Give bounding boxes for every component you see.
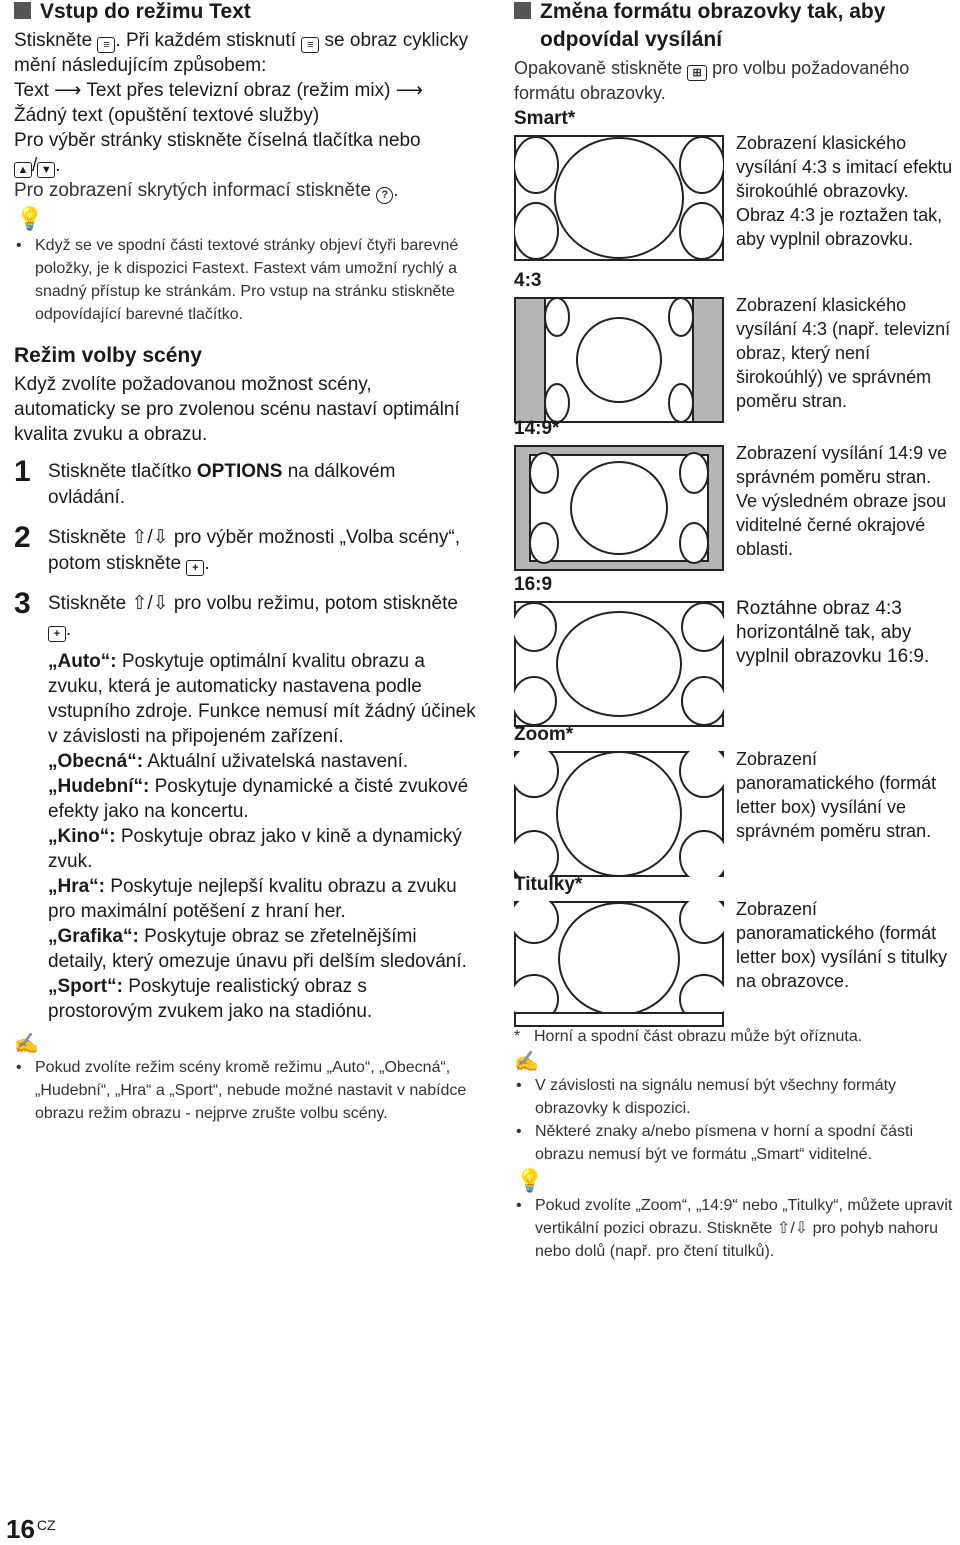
footnote: * Horní a spodní část obrazu může být oříznuta. [514, 1028, 863, 1045]
up-down-arrow-icon: ⇧/⇩ [131, 527, 169, 548]
mode-hudebni: „Hudební“: Poskytuje dynamické a čisté zvukové efekty jako na koncertu. [48, 776, 469, 822]
lightbulb-icon: 💡 [516, 1168, 544, 1193]
scene-mode-intro: Když zvolíte požadovanou možnost scény, automaticky se pro zvolenou scénu nastaví optimální kvalita zvuku a obrazu. [14, 374, 460, 445]
arrow-right-icon: ⟶ [54, 80, 82, 101]
tip-item: • Pokud zvolíte „Zoom“, „14:9“ nebo „Titulky“, můžete upravit vertikální pozici obrazu. Stiskněte ⇧/⇩ pro pohyb nahoru nebo dolů (např. pro čtení titulků). [514, 1194, 954, 1263]
page-up-icon: ▲ [14, 162, 32, 178]
hidden-info-text: Pro zobrazení skrytých informací stiskněte ? . [14, 178, 476, 204]
format-label-smart: Smart* [514, 108, 576, 129]
section-marker [14, 2, 31, 19]
screen-format-intro: Opakovaně stiskněte ⊞ pro volbu požadovaného formátu obrazovky. [514, 58, 910, 103]
lightbulb-icon: 💡 [16, 206, 44, 231]
format-desc-zoom: Zobrazení panoramatického (formát letter box) vysílání ve správném poměru stran. [736, 749, 937, 841]
tip-list [14, 234, 476, 326]
left-column [14, 0, 476, 1125]
pencil-icon: ✍ [514, 1051, 539, 1073]
scene-mode-list [48, 649, 476, 1024]
format-diagram-smart [514, 135, 724, 261]
enter-icon: + [48, 626, 66, 642]
up-down-arrow-icon: ⇧/⇩ [131, 593, 169, 614]
section-title-text-mode: Vstup do režimu Text [14, 0, 476, 26]
format-diagram-zoom [514, 751, 724, 877]
mode-auto: „Auto“: Poskytuje optimální kvalitu obrazu a zvuku, která je automaticky nastavena podle vstupního zdroje. Funkce nemusí mít žádný účinek v závislosti na připojeném zařízení. [48, 651, 476, 747]
mode-hra: „Hra“: Poskytuje nejlepší kvalitu obrazu a zvuku pro maximální potěšení z hraní her. [48, 876, 457, 922]
pencil-icon: ✍ [14, 1033, 39, 1055]
format-label-16-9: 16:9 [514, 574, 553, 595]
format-label-4-3: 4:3 [514, 270, 542, 291]
tip-item: • Když se ve spodní části textové stránky objeví čtyři barevné položky, je k dispozici Fastext. Fastext vám umožní rychlý a snadný přístup ke stránkám. Pro vstup na stránku stiskněte odpovídající barevné tlačítko. [14, 234, 476, 326]
note-item: • Pokud zvolíte režim scény kromě režimu „Auto“, „Obecná“, „Hudební“, „Hra“ a „Sport“, nebude možné nastavit v nabídce obrazu režim obrazu - nejprve zrušte volbu scény. [14, 1056, 476, 1125]
format-label-subtitles: Titulky* [514, 874, 583, 895]
text-mode-intro: Stiskněte ≡ . Při každém stisknutí ≡ se obraz cyklicky mění následujícím způsobem: Text ⟶ Text přes televizní obraz (režim mix) ⟶ Žádný text (opuštění textové služby) Pro výběr stránky stiskněte číselná tlačítka nebo ▲ / ▼ . [14, 30, 469, 176]
format-diagram-4-3 [514, 297, 724, 423]
note-item: • Některé znaky a/nebo písmena v horní a spodní části obrazu nemusí být ve formátu „Smart“ viditelné. [514, 1120, 954, 1166]
scene-mode-title: Režim volby scény [14, 344, 202, 367]
reveal-icon: ? [376, 187, 393, 204]
step-2: 2 Stiskněte ⇧/⇩ pro výběr možnosti „Volba scény“, potom stiskněte + . [14, 521, 461, 574]
mode-obecna: „Obecná“: Aktuální uživatelská nastavení. [48, 751, 409, 772]
step-1: 1 Stiskněte tlačítko OPTIONS na dálkovém ovládání. [14, 455, 396, 508]
section-title-screen-format: Změna formátu obrazovky tak, aby odpovídal vysílání [514, 0, 954, 54]
text-button-icon: ≡ [301, 37, 319, 53]
note-item: • V závislosti na signálu nemusí být všechny formáty obrazovky k dispozici. [514, 1074, 954, 1120]
format-desc-smart: Zobrazení klasického vysílání 4:3 s imitací efektu širokoúhlé obrazovky. Obraz 4:3 je roztažen tak, aby vyplnil obrazovku. [736, 133, 953, 249]
note-list [14, 1056, 476, 1125]
format-label-14-9: 14:9* [514, 418, 560, 439]
up-down-arrow-icon: ⇧/⇩ [776, 1220, 809, 1237]
format-diagram-14-9 [514, 445, 724, 571]
section-marker [514, 2, 531, 19]
arrow-right-icon: ⟶ [395, 80, 423, 101]
page-number: 16 $^{CZ}$ [6, 1514, 56, 1544]
format-label-zoom: Zoom* [514, 724, 574, 745]
format-note-list [514, 1074, 954, 1166]
format-desc-16-9: Roztáhne obraz 4:3 horizontálně tak, aby vyplnil obrazovku 16:9. [736, 598, 930, 667]
format-diagram-16-9 [514, 601, 724, 727]
enter-icon: + [186, 560, 204, 576]
step-3: 3 Stiskněte ⇧/⇩ pro volbu režimu, potom stiskněte + . [14, 587, 458, 640]
right-column [514, 0, 954, 1263]
mode-grafika: „Grafika“: Poskytuje obraz se zřetelnějšími detaily, který omezuje únavu při delším sledování. [48, 926, 467, 972]
format-diagram-subtitles [514, 901, 724, 1027]
wide-mode-icon: ⊞ [687, 65, 707, 81]
mode-sport: „Sport“: Poskytuje realistický obraz s prostorovým zvukem jako na stadiónu. [48, 976, 373, 1022]
page-down-icon: ▼ [37, 162, 55, 178]
text-button-icon: ≡ [97, 37, 115, 53]
mode-kino: „Kino“: Poskytuje obraz jako v kině a dynamický zvuk. [48, 826, 462, 872]
format-desc-4-3: Zobrazení klasického vysílání 4:3 (např. televizní obraz, který není širokoúhlý) ve správném poměru stran. [736, 295, 951, 411]
format-desc-14-9: Zobrazení vysílání 14:9 ve správném poměru stran. Ve výsledném obraze jsou viditelné černé okrajové oblasti. [736, 443, 948, 559]
format-desc-subtitles: Zobrazení panoramatického (formát letter box) vysílání s titulky na obrazovce. [736, 899, 948, 991]
format-list [514, 105, 954, 1025]
format-tip-list [514, 1194, 954, 1263]
